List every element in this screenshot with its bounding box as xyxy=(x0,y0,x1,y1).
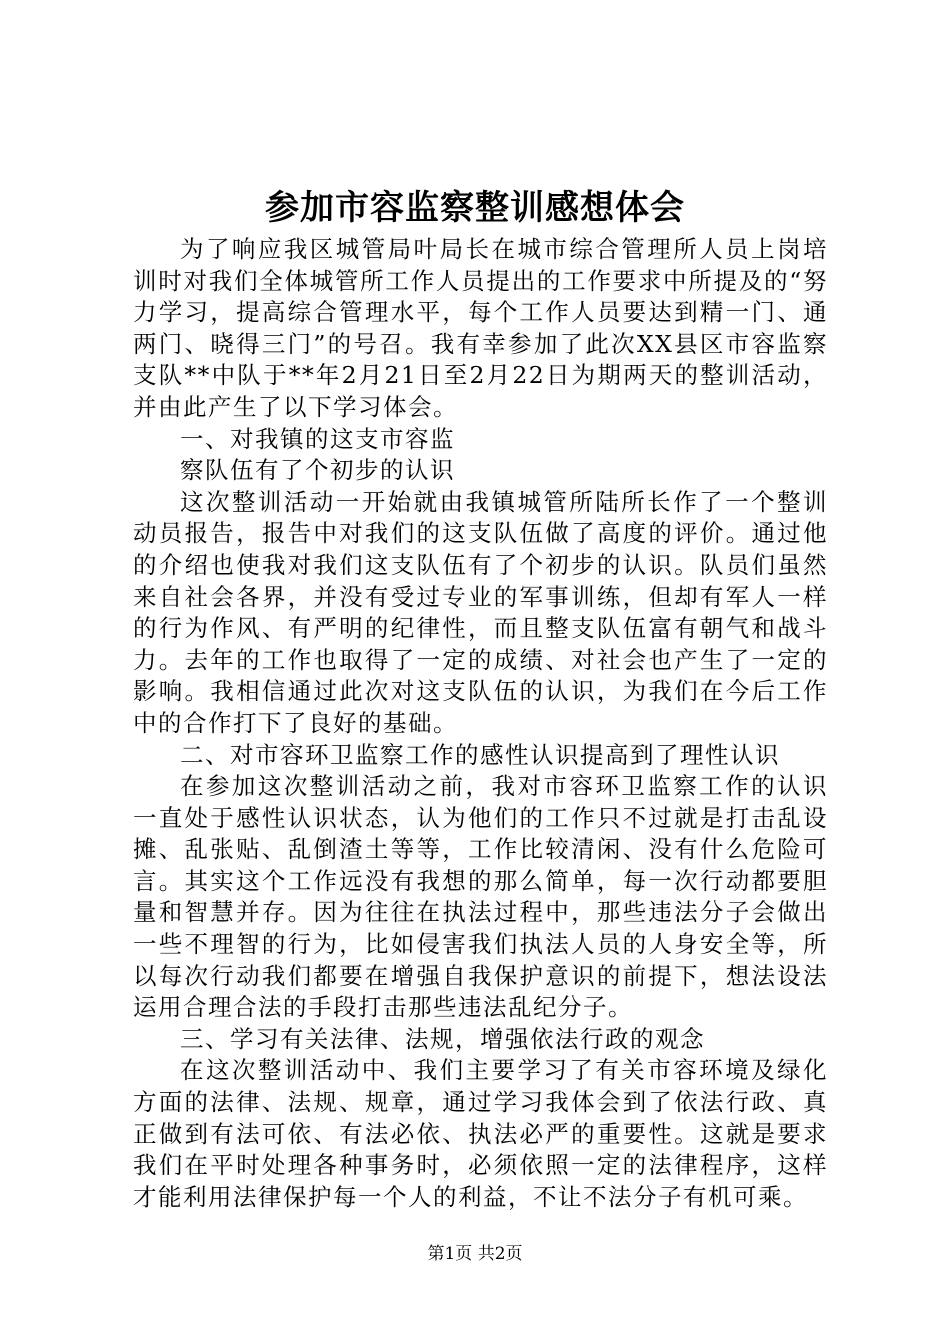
document-body xyxy=(133,234,828,1213)
page-title: 参加市容监察整训感想体会 xyxy=(265,188,685,228)
section-heading-1b: 察队伍有了个初步的认识 xyxy=(180,456,455,485)
paragraph-section-1: 这次整训活动一开始就由我镇城管所陆所长作了一个整训动员报告，报告中对我们的这支队伍做了高度的评价。通过他的介绍也使我对我们这支队伍有了个初步的认识。队员们虽然来自社会各界，并没有受过专业的军事训练，但却有军人一样的行为作风、有严明的纪律性，而且整支队伍富有朝气和战斗力。去年的工作也取得了一定的成绩、对社会也产生了一定的影响。我相信通过此次对这支队伍的认识，为我们在今后工作中的合作打下了良好的基础。 xyxy=(133,487,828,737)
section-heading-1a: 一、对我镇的这支市容监 xyxy=(180,424,455,453)
page-number-footer: 第1页 共2页 xyxy=(427,1244,523,1264)
paragraph-intro: 为了响应我区城管局叶局长在城市综合管理所人员上岗培训时对我们全体城管所工作人员提出的工作要求中所提及的“努力学习，提高综合管理水平，每个工作人员要达到精一门、通两门、晓得三门”的号召。我有幸参加了此次XX县区市容监察支队**中队于**年2月21日至2月22日为期两天的整训活动，并由此产生了以下学习体会。 xyxy=(133,235,828,421)
paragraph-section-2: 在参加这次整训活动之前，我对市容环卫监察工作的认识一直处于感性认识状态，认为他们的工作只不过就是打击乱设摊、乱张贴、乱倒渣土等等，工作比较清闲、没有什么危险可言。其实这个工作远没有我想的那么简单，每一次行动都要胆量和智慧并存。因为往往在执法过程中，那些违法分子会做出一些不理智的行为，比如侵害我们执法人员的人身安全等，所以每次行动我们都要在增强自我保护意识的前提下，想法设法运用合理合法的手段打击那些违法乱纪分子。 xyxy=(133,772,828,1022)
section-heading-2: 二、对市容环卫监察工作的感性认识提高到了理性认识 xyxy=(180,740,780,769)
paragraph-section-3: 在这次整训活动中、我们主要学习了有关市容环境及绿化方面的法律、法规、规章，通过学习我体会到了依法行政、真正做到有法可依、有法必依、执法必严的重要性。这就是要求我们在平时处理各种事务时，必须依照一定的法律程序，这样才能利用法律保护每一个人的利益，不让不法分子有机可乘。 xyxy=(133,1056,828,1211)
section-heading-3: 三、学习有关法律、法规，增强依法行政的观念 xyxy=(180,1024,705,1053)
